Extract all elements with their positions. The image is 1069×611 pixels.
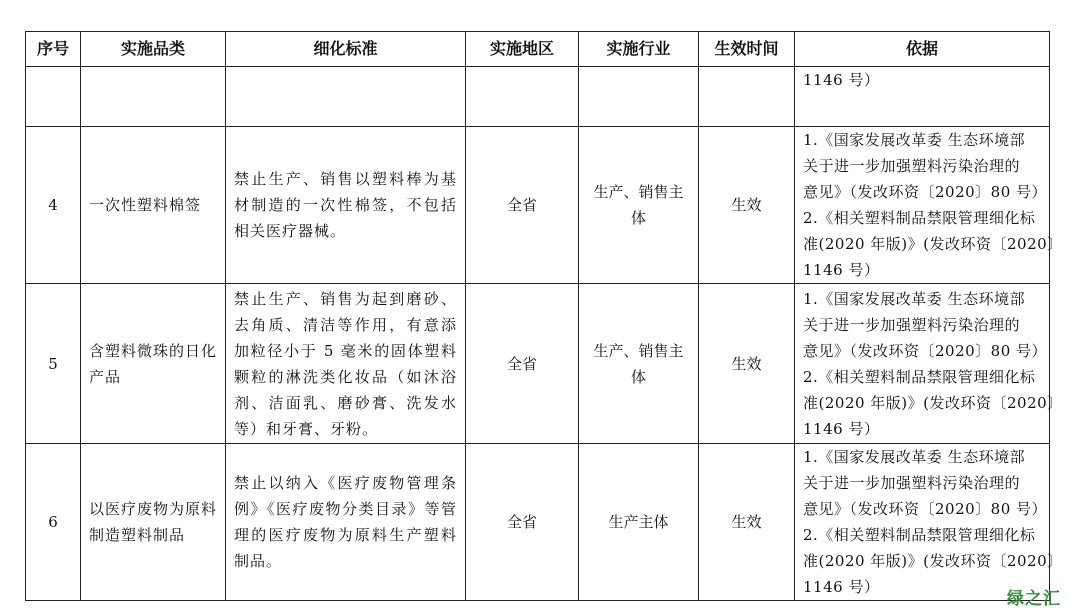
basis-line: 1146 号） bbox=[803, 419, 880, 438]
basis-line: 准(2020 年版)》(发改环资〔2020〕 bbox=[803, 552, 1063, 570]
watermark-logo: 绿之汇 bbox=[1007, 589, 1061, 609]
basis-line: 意见》（发改环资〔2020〕80 号） bbox=[803, 341, 1048, 360]
table-row-continuation bbox=[26, 67, 1050, 127]
cell-no: 6 bbox=[26, 444, 81, 601]
table-row bbox=[26, 444, 1050, 601]
cell-region: 全省 bbox=[466, 444, 579, 601]
basis-line: 1146 号） bbox=[803, 261, 880, 279]
cell-category: 以医疗废物为原料制造塑料制品 bbox=[81, 444, 226, 601]
basis-line: 1146 号） bbox=[803, 578, 880, 596]
cell-standard: 禁止以纳入《医疗废物管理条例》《医疗废物分类目录》等管理的医疗废物为原料生产塑料制品。 bbox=[226, 444, 466, 601]
cell-category: 一次性塑料棉签 bbox=[81, 127, 226, 284]
cell-basis bbox=[795, 127, 1063, 284]
cell-basis bbox=[795, 284, 1063, 444]
cell-region: 全省 bbox=[466, 284, 579, 444]
cell-effective: 生效 bbox=[699, 284, 795, 444]
cell-effective: 生效 bbox=[699, 444, 795, 601]
cell-category bbox=[81, 67, 226, 127]
cell-industry: 生产、销售主体 bbox=[579, 127, 699, 284]
basis-line: 2.《相关塑料制品禁限管理细化标 bbox=[803, 367, 1036, 386]
basis-line: 2.《相关塑料制品禁限管理细化标 bbox=[803, 209, 1036, 227]
cell-effective bbox=[699, 67, 795, 127]
cell-industry bbox=[579, 67, 699, 127]
basis-line: 关于进一步加强塑料污染治理的 bbox=[803, 157, 1021, 175]
cell-no bbox=[26, 67, 81, 127]
basis-line: 关于进一步加强塑料污染治理的 bbox=[803, 474, 1021, 492]
cell-industry: 生产主体 bbox=[579, 444, 699, 601]
header-category: 实施品类 bbox=[81, 32, 226, 67]
cell-category: 含塑料微珠的日化产品 bbox=[81, 284, 226, 444]
basis-line: 意见》（发改环资〔2020〕80 号） bbox=[803, 183, 1048, 201]
cell-no: 5 bbox=[26, 284, 81, 444]
basis-line: 准(2020 年版)》(发改环资〔2020〕 bbox=[803, 393, 1063, 412]
header-row bbox=[26, 32, 1050, 67]
basis-line: 1146 号） bbox=[803, 71, 880, 89]
cell-region: 全省 bbox=[466, 127, 579, 284]
basis-line: 1.《国家发展改革委 生态环境部 bbox=[803, 448, 1026, 466]
cell-standard: 禁止生产、销售为起到磨砂、去角质、清洁等作用，有意添加粒径小于 5 毫米的固体塑料颗粒的淋洗类化妆品（如沐浴剂、洁面乳、磨砂膏、洗发水等）和牙膏、牙粉。 bbox=[226, 284, 466, 444]
basis-line: 1.《国家发展改革委 生态环境部 bbox=[803, 289, 1026, 308]
cell-standard bbox=[226, 67, 466, 127]
header-no: 序号 bbox=[26, 32, 81, 67]
basis-line: 关于进一步加强塑料污染治理的 bbox=[803, 315, 1021, 334]
header-effective: 生效时间 bbox=[699, 32, 795, 67]
header-region: 实施地区 bbox=[466, 32, 579, 67]
cell-no: 4 bbox=[26, 127, 81, 284]
header-standard: 细化标准 bbox=[226, 32, 466, 67]
cell-effective: 生效 bbox=[699, 127, 795, 284]
basis-line: 1.《国家发展改革委 生态环境部 bbox=[803, 131, 1026, 149]
cell-basis bbox=[795, 67, 1050, 127]
cell-standard: 禁止生产、销售以塑料棒为基材制造的一次性棉签，不包括相关医疗器械。 bbox=[226, 127, 466, 284]
table-row bbox=[26, 127, 1050, 284]
basis-line: 2.《相关塑料制品禁限管理细化标 bbox=[803, 526, 1036, 544]
table-row bbox=[26, 284, 1050, 444]
cell-industry: 生产、销售主体 bbox=[579, 284, 699, 444]
header-basis: 依据 bbox=[795, 32, 1050, 67]
header-industry: 实施行业 bbox=[579, 32, 699, 67]
basis-line: 准(2020 年版)》(发改环资〔2020〕 bbox=[803, 235, 1063, 253]
basis-line: 意见》（发改环资〔2020〕80 号） bbox=[803, 500, 1048, 518]
cell-region bbox=[466, 67, 579, 127]
